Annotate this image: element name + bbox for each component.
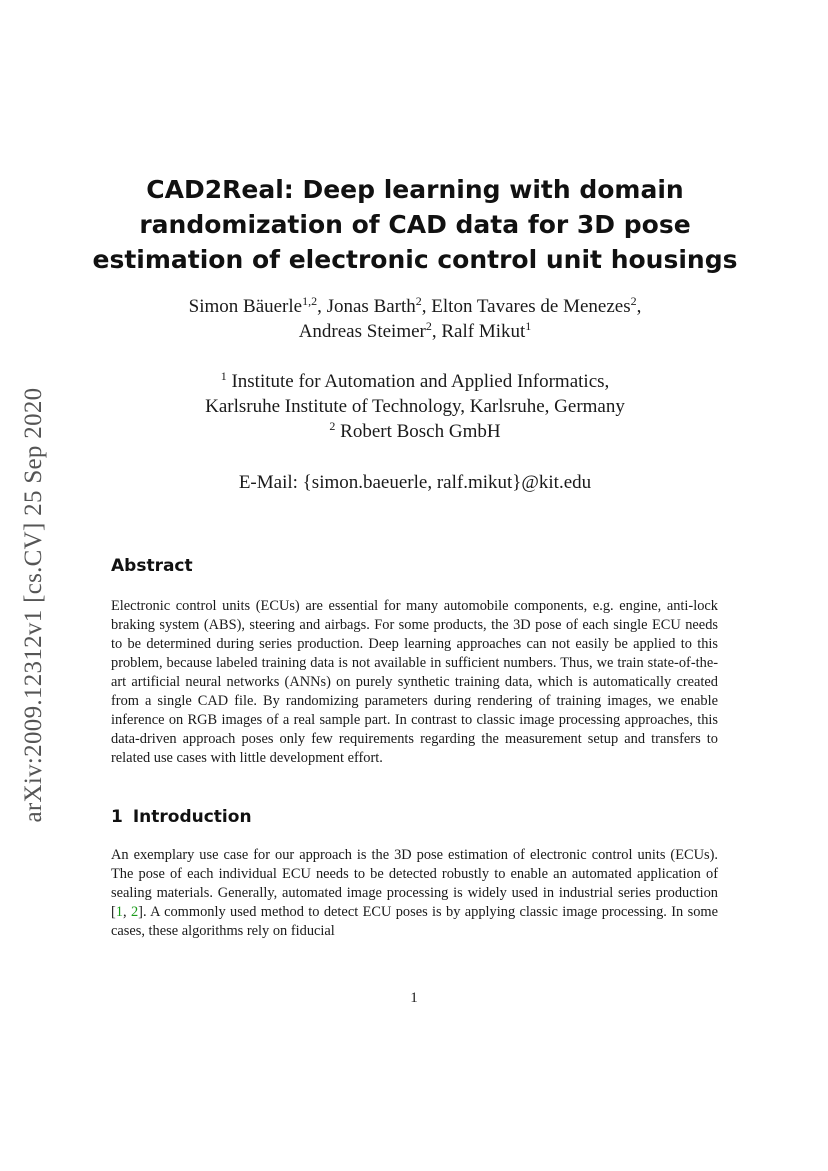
title-line: randomization of CAD data for 3D pose <box>139 210 691 239</box>
affil-mark: 2 <box>329 419 336 433</box>
email-line: E-Mail: {simon.baeuerle, ralf.mikut}@kit.edu <box>238 472 592 493</box>
author-list: Simon Bäuerle$^{1,2}$, Jonas Barth$^2$, Elton Tavares de Menezes$^2$, Andreas Steimer$^2$, Ralf Mikut$^1$ <box>188 294 642 342</box>
citation-link[interactable]: 1 <box>115 904 123 920</box>
introduction-text <box>111 846 718 941</box>
author-affil-mark: 1,2 <box>302 294 318 308</box>
affil-line: Karlsruhe Institute of Technology, Karlsruhe, Germany <box>205 396 625 417</box>
author-name: Andreas Steimer <box>298 321 426 342</box>
author-name: Jonas Barth <box>326 296 416 317</box>
author-name: Simon Bäuerle <box>188 296 303 317</box>
abstract-text: Electronic control units (ECUs) are essential for many automobile components, e.g. engine, anti-lock braking system (ABS), steering and airbags. For some products, the 3D pose of each single ECU needs to be determined during series production. Deep learning approaches can not easily be applied to this problem, because labeled training data is not available in sufficient numbers. Thus, we train state-of-the-art artificial neural networks (ANNs) on purely synthetic training data, which is automatically created from a single CAD file. By randomizing parameters during rendering of training images, we enable inference on RGB images of a real sample part. In contrast to classic image processing approaches, this data-driven approach poses only few requirements regarding the measurement setup and transfers to related use cases with little development effort. <box>111 598 718 766</box>
section-title: Introduction <box>132 807 252 827</box>
title-line: CAD2Real: Deep learning with domain <box>146 175 684 204</box>
author-name: Elton Tavares de Menezes <box>431 296 631 317</box>
arxiv-stamp-text: arXiv:2009.12312v1 [cs.CV] 25 Sep 2020 <box>20 387 47 823</box>
affil-mark: 1 <box>220 369 227 383</box>
author-affil-mark: 1 <box>525 319 532 333</box>
section-heading-introduction <box>111 807 252 827</box>
abstract-heading: Abstract <box>111 556 193 576</box>
author-affil-mark: 2 <box>415 294 422 308</box>
author-name: Ralf Mikut <box>441 321 526 342</box>
author-affil-mark: 2 <box>425 319 432 333</box>
page-number: 1 <box>410 990 418 1006</box>
affil-line: Robert Bosch GmbH <box>340 421 501 442</box>
title-line: estimation of electronic control unit housings <box>92 245 738 274</box>
section-number: 1 <box>111 807 123 827</box>
author-affil-mark: 2 <box>630 294 637 308</box>
citation-separator: , <box>123 904 131 920</box>
intro-text-part: ]. A commonly used method to detect ECU poses is by applying classic image processing. In some cases, these algorithms rely on fiducial <box>111 904 718 939</box>
paper-title <box>60 172 770 277</box>
arxiv-stamp <box>14 360 54 850</box>
affiliations <box>60 369 770 444</box>
affil-line: Institute for Automation and Applied Informatics, <box>231 371 610 392</box>
citation-link[interactable]: 2 <box>130 904 139 920</box>
intro-text-part: An exemplary use case for our approach is the 3D pose estimation of electronic control units (ECUs). The pose of each individual ECU needs to be detected robustly to enable an automated application of sealing materials. Generally, automated image processing is widely used in industrial series production [ <box>111 847 718 920</box>
